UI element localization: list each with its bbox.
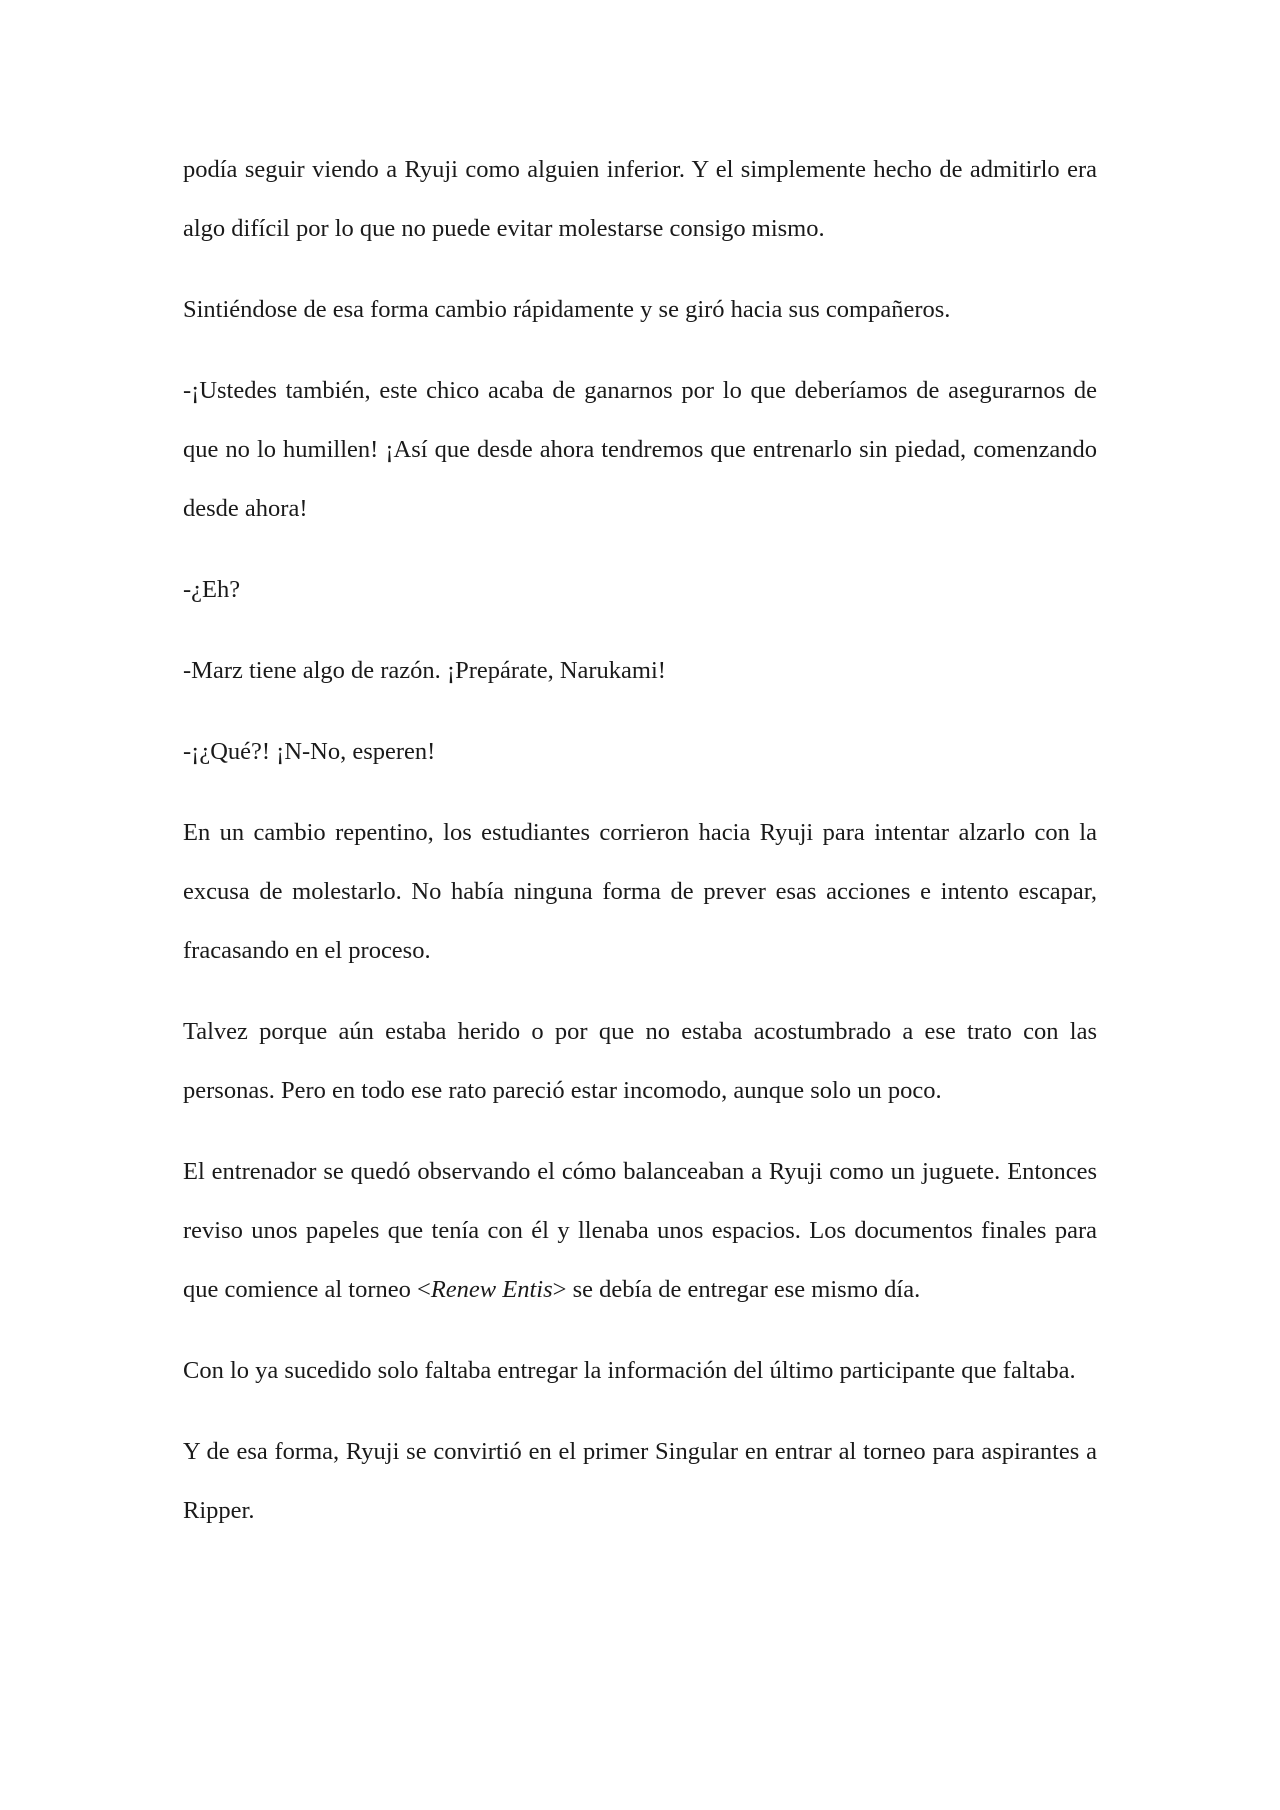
body-text <box>183 140 1097 1562</box>
paragraph-turned: Sintiéndose de esa forma cambio rápidamente y se giró hacia sus compañeros. <box>183 296 951 323</box>
dialogue-wait: -¡¿Qué?! ¡N-No, esperen! <box>183 738 436 765</box>
dialogue-train: -¡Ustedes también, este chico acaba de ganarnos por lo que deberíamos de asegurarnos de que no lo humillen! ¡Así que desde ahora tendremos que entrenarlo sin piedad, comenzando desde ahora! <box>183 377 1097 522</box>
dialogue-marz: -Marz tiene algo de razón. ¡Prepárate, Narukami! <box>183 657 666 684</box>
paragraph-inferior: podía seguir viendo a Ryuji como alguien inferior. Y el simplemente hecho de admitirlo era algo difícil por lo que no puede evitar molestarse consigo mismo. <box>183 156 1097 242</box>
coach-text-before: El entrenador se quedó observando el cómo balanceaban a Ryuji como un juguete. Entonces reviso unos papeles que tenía con él y llenaba unos espacios. Los documentos finales para que comience al torneo < <box>183 1158 1097 1303</box>
paragraph-injured: Talvez porque aún estaba herido o por que no estaba acostumbrado a ese trato con las personas. Pero en todo ese rato pareció estar incomodo, aunque solo un poco. <box>183 1018 1097 1104</box>
dialogue-eh: -¿Eh? <box>183 576 241 603</box>
paragraph-coach <box>183 1142 1097 1319</box>
tournament-name: Renew Entis <box>430 1276 553 1303</box>
coach-text-after: > se debía de entregar ese mismo día. <box>552 1276 921 1303</box>
paragraph-students: En un cambio repentino, los estudiantes corrieron hacia Ryuji para intentar alzarlo con la excusa de molestarlo. No había ninguna forma de prever esas acciones e intento escapar, fracasando en el proceso. <box>183 819 1097 964</box>
paragraph-first-singular: Y de esa forma, Ryuji se convirtió en el primer Singular en entrar al torneo para aspirantes a Ripper. <box>183 1438 1097 1524</box>
paragraph-last-participant: Con lo ya sucedido solo faltaba entregar la información del último participante que faltaba. <box>183 1357 1076 1384</box>
